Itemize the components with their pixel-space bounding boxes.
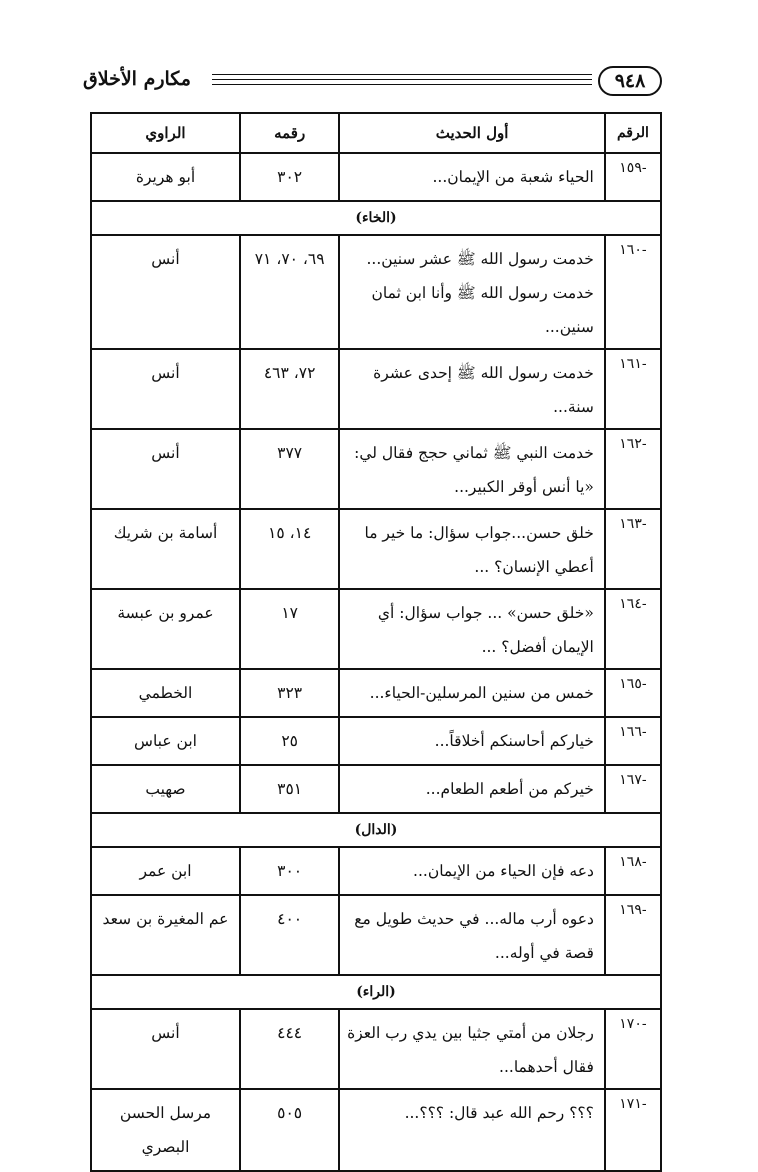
hadith-narrator: عمرو بن عبسة — [91, 589, 240, 669]
table-row — [91, 669, 661, 717]
table-row — [91, 429, 661, 509]
hadith-opening: خيركم من أطعم الطعام... — [339, 765, 605, 813]
page-header — [62, 60, 662, 100]
hadith-number: -١٦٤ — [605, 589, 661, 669]
table-header-row — [91, 113, 661, 153]
table-row — [91, 153, 661, 201]
hadith-number: -١٦٠ — [605, 235, 661, 349]
hadith-number: -١٦٢ — [605, 429, 661, 509]
column-header-narrator: الراوي — [91, 113, 240, 153]
hadith-narrator: ابن عمر — [91, 847, 240, 895]
hadith-reference: ٤٠٠ — [240, 895, 339, 975]
hadith-opening: الحياء شعبة من الإيمان... — [339, 153, 605, 201]
section-heading-row — [91, 975, 661, 1009]
hadith-reference: ٣٧٧ — [240, 429, 339, 509]
hadith-reference: ٣٠٠ — [240, 847, 339, 895]
hadith-opening: دعوه أرب ماله... في حديث طويل مع قصة في أوله... — [339, 895, 605, 975]
hadith-opening: خياركم أحاسنكم أخلاقاً... — [339, 717, 605, 765]
table-row — [91, 895, 661, 975]
hadith-reference: ٢٥ — [240, 717, 339, 765]
column-header-number: الرقم — [605, 113, 661, 153]
hadith-narrator: صهيب — [91, 765, 240, 813]
column-header-hadith: أول الحديث — [339, 113, 605, 153]
section-heading-row — [91, 201, 661, 235]
hadith-reference: ٣٥١ — [240, 765, 339, 813]
hadith-narrator: أنس — [91, 349, 240, 429]
section-heading: (الخاء) — [91, 201, 661, 235]
hadith-opening: خلق حسن...جواب سؤال: ما خير ما أعطي الإنسان؟ ... — [339, 509, 605, 589]
hadith-opening: خدمت رسول الله ﷺ إحدى عشرة سنة... — [339, 349, 605, 429]
hadith-number: -١٦٩ — [605, 895, 661, 975]
table-row — [91, 717, 661, 765]
table-row — [91, 589, 661, 669]
table-row — [91, 765, 661, 813]
hadith-narrator: أنس — [91, 429, 240, 509]
section-heading-row — [91, 813, 661, 847]
hadith-narrator: ابن عباس — [91, 717, 240, 765]
hadith-reference: ٣٢٣ — [240, 669, 339, 717]
table-row — [91, 1089, 661, 1171]
page-number: ٩٤٨ — [598, 66, 662, 96]
table-row — [91, 847, 661, 895]
table-row — [91, 349, 661, 429]
table-row — [91, 235, 661, 349]
hadith-narrator: أنس — [91, 1009, 240, 1089]
hadith-index-table — [90, 112, 662, 1172]
hadith-reference: ٥٠٥ — [240, 1089, 339, 1171]
hadith-narrator: مرسل الحسن البصري — [91, 1089, 240, 1171]
section-heading: (الدال) — [91, 813, 661, 847]
hadith-number: -١٦٣ — [605, 509, 661, 589]
hadith-number: -١٦٨ — [605, 847, 661, 895]
table-row — [91, 1009, 661, 1089]
hadith-narrator: الخطمي — [91, 669, 240, 717]
hadith-narrator: عم المغيرة بن سعد — [91, 895, 240, 975]
hadith-number: -١٥٩ — [605, 153, 661, 201]
header-rule — [212, 84, 592, 85]
hadith-number: -١٦١ — [605, 349, 661, 429]
hadith-reference: ٤٤٤ — [240, 1009, 339, 1089]
hadith-reference: ٧٢، ٤٦٣ — [240, 349, 339, 429]
section-heading: (الراء) — [91, 975, 661, 1009]
hadith-narrator: أنس — [91, 235, 240, 349]
hadith-number: -١٧٠ — [605, 1009, 661, 1089]
column-header-reference: رقمه — [240, 113, 339, 153]
hadith-number: -١٦٥ — [605, 669, 661, 717]
hadith-reference: ١٧ — [240, 589, 339, 669]
book-title: مكارم الأخلاق — [83, 68, 191, 90]
hadith-narrator: أسامة بن شريك — [91, 509, 240, 589]
header-rule — [212, 74, 592, 75]
hadith-opening: ؟؟؟ رحم الله عبد قال: ؟؟؟... — [339, 1089, 605, 1171]
hadith-opening: «خلق حسن» ... جواب سؤال: أي الإيمان أفضل؟ ... — [339, 589, 605, 669]
hadith-number: -١٧١ — [605, 1089, 661, 1171]
hadith-narrator: أبو هريرة — [91, 153, 240, 201]
hadith-reference: ١٤، ١٥ — [240, 509, 339, 589]
hadith-reference: ٣٠٢ — [240, 153, 339, 201]
hadith-number: -١٦٦ — [605, 717, 661, 765]
table-row — [91, 509, 661, 589]
hadith-number: -١٦٧ — [605, 765, 661, 813]
hadith-opening: خدمت رسول الله ﷺ عشر سنين... خدمت رسول الله ﷺ وأنا ابن ثمان سنين... — [339, 235, 605, 349]
hadith-opening: خمس من سنين المرسلين-الحياء... — [339, 669, 605, 717]
header-rule — [212, 79, 592, 80]
table-body — [91, 153, 661, 1171]
hadith-opening: دعه فإن الحياء من الإيمان... — [339, 847, 605, 895]
hadith-opening: رجلان من أمتي جثيا بين يدي رب العزة فقال أحدهما... — [339, 1009, 605, 1089]
hadith-opening: خدمت النبي ﷺ ثماني حجج فقال لي: «يا أنس أوقر الكبير... — [339, 429, 605, 509]
hadith-reference: ٦٩، ٧٠، ٧١ — [240, 235, 339, 349]
